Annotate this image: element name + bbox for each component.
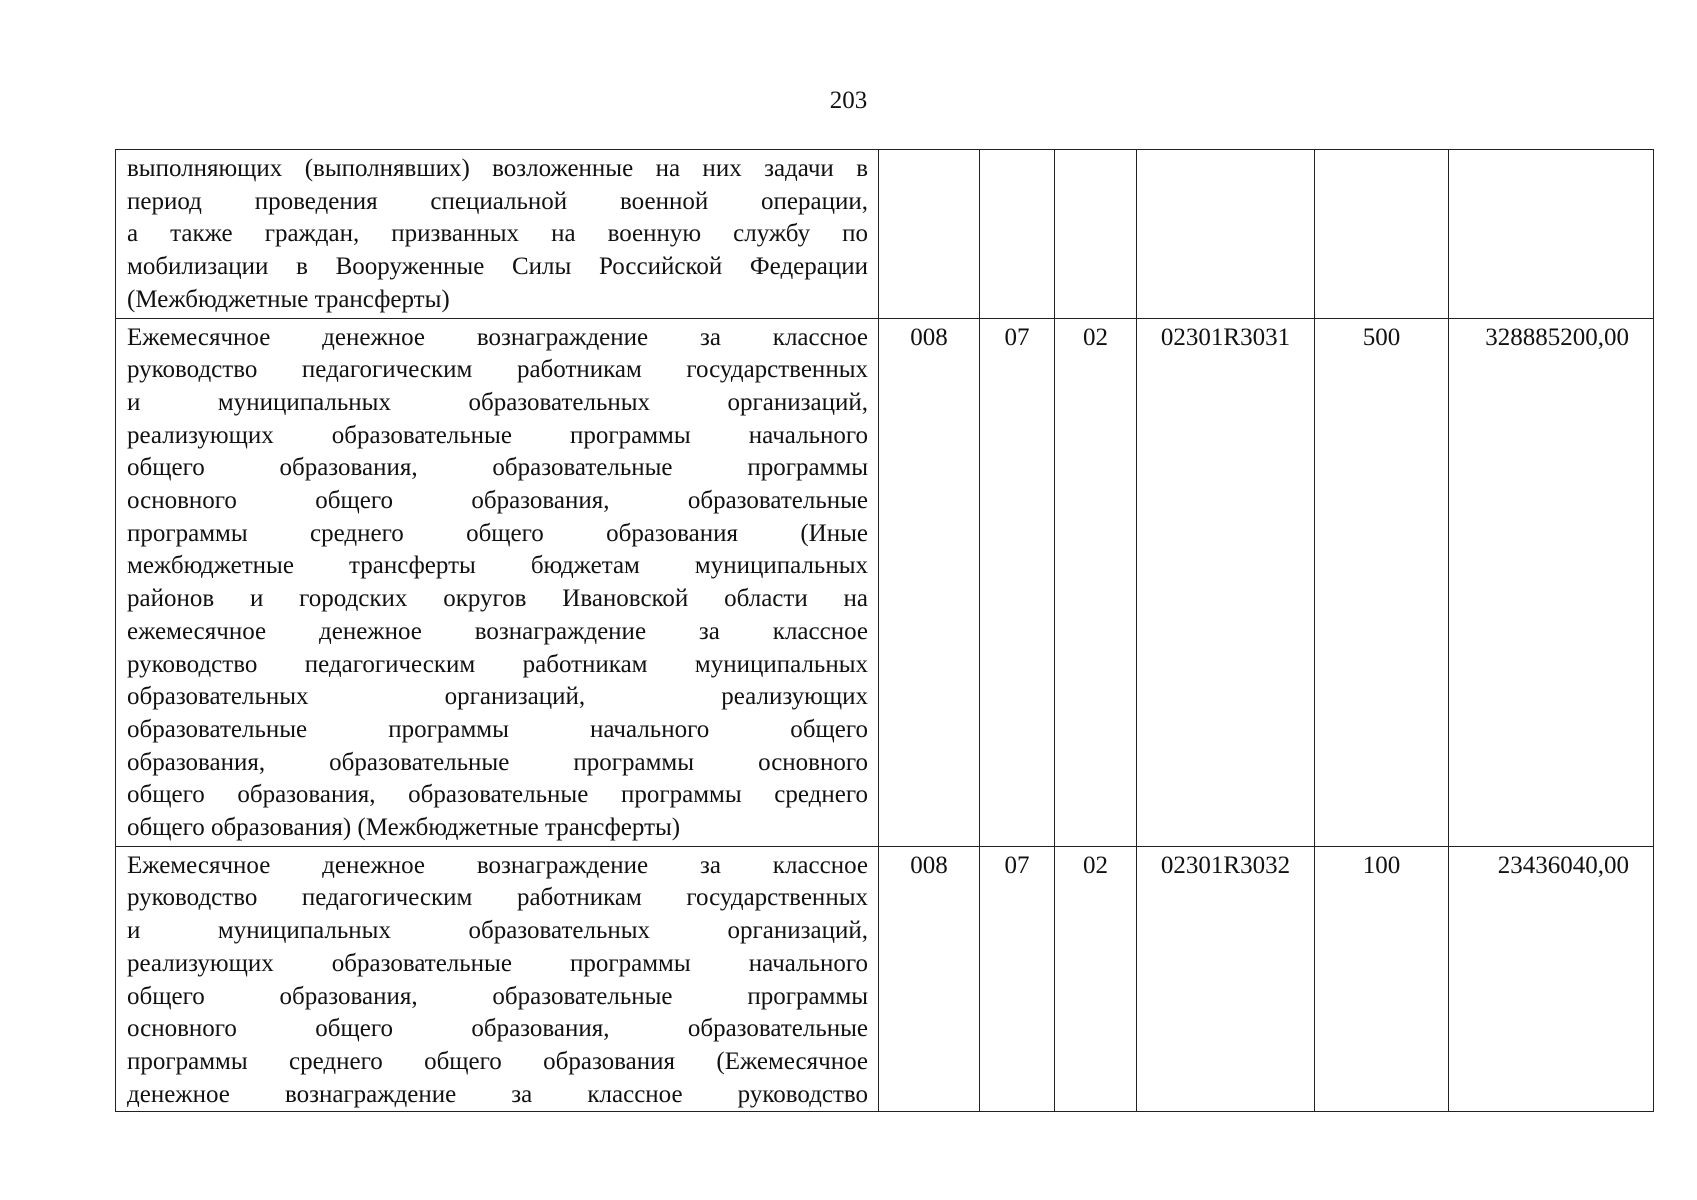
description-cell [116,846,879,1111]
subsection-code-cell: 02 [1055,846,1137,1111]
description-line: основного общего образования, образовательные [127,487,868,515]
budget-table [115,149,1654,1112]
description-line: руководство педагогическим работникам государственных [127,884,868,912]
subsection-code-cell: 02 [1055,318,1137,846]
description-line: общего образования, образовательные программы среднего [127,781,868,809]
amount-cell [1449,150,1654,319]
description-line: общего образования, образовательные программы [127,982,868,1010]
table-row [116,846,1654,1111]
description-cell [116,150,879,319]
ministry-code-cell: 008 [879,318,980,846]
description-line: реализующих образовательные программы начального [127,949,868,977]
section-code-cell [980,150,1055,319]
description-line: а также граждан, призванных на военную службу по [127,220,868,248]
description-line: руководство педагогическим работникам муниципальных [127,650,868,678]
subsection-code-cell [1055,150,1137,319]
description-line: руководство педагогическим работникам государственных [127,356,868,384]
description-line: и муниципальных образовательных организаций, [127,917,868,945]
amount-cell: 23436040,00 [1449,846,1654,1111]
description-line: Ежемесячное денежное вознаграждение за классное [127,851,868,879]
description-line: период проведения специальной военной операции, [127,187,868,215]
description-line: Ежемесячное денежное вознаграждение за классное [127,323,868,351]
description-line: программы среднего общего образования (Ежемесячное [127,1047,868,1075]
expense-type-cell: 500 [1315,318,1449,846]
section-code-cell: 07 [980,318,1055,846]
description-line: программы среднего общего образования (Иные [127,519,868,547]
description-line: межбюджетные трансферты бюджетам муниципальных [127,552,868,580]
description-line: образования, образовательные программы основного [127,748,868,776]
description-line: мобилизации в Вооруженные Силы Российской Федерации [127,253,868,281]
target-article-cell [1137,150,1315,319]
table-row [116,150,1654,319]
description-line: образовательные программы начального общего [127,715,868,743]
description-line: ежемесячное денежное вознаграждение за классное [127,617,868,645]
description-cell [116,318,879,846]
amount-cell: 328885200,00 [1449,318,1654,846]
target-article-cell: 02301R3031 [1137,318,1315,846]
description-line: (Межбюджетные трансферты) [127,285,450,313]
description-line: выполняющих (выполнявших) возложенные на них задачи в [127,155,868,182]
description-line: районов и городских округов Ивановской области на [127,585,868,613]
description-line: общего образования) (Межбюджетные трансферты) [127,814,681,842]
description-line: и муниципальных образовательных организаций, [127,388,868,416]
expense-type-cell: 100 [1315,846,1449,1111]
target-article-cell: 02301R3032 [1137,846,1315,1111]
ministry-code-cell: 008 [879,846,980,1111]
table-row [116,318,1654,846]
description-line: денежное вознаграждение за классное руководство [127,1080,868,1108]
description-line: общего образования, образовательные программы [127,454,868,482]
description-line: реализующих образовательные программы начального [127,421,868,449]
ministry-code-cell [879,150,980,319]
section-code-cell: 07 [980,846,1055,1111]
description-line: основного общего образования, образовательные [127,1015,868,1043]
page-number: 203 [829,87,868,114]
expense-type-cell [1315,150,1449,319]
description-line: образовательных организаций, реализующих [127,683,868,711]
